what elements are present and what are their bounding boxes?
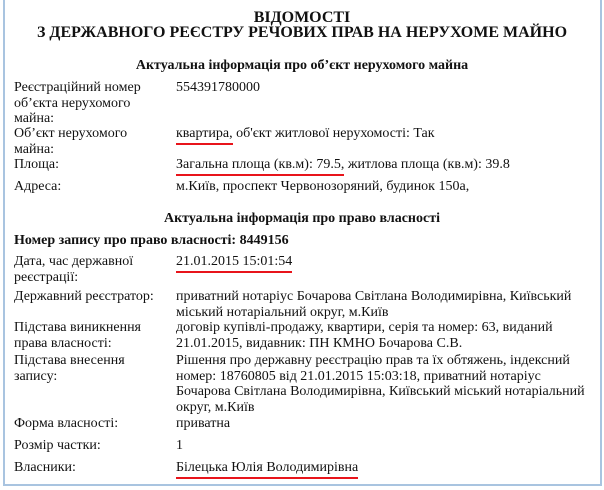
- date-value: [176, 254, 591, 270]
- registration-date: 21.01.2015 15:01:54: [176, 254, 292, 273]
- area-label: Площа:: [14, 157, 59, 172]
- entry-basis-value: Рішення про державну реєстрацію прав та їх обтяжень, індексний номер: 18760805 від 21.01.2015 15:03:18, приватний нотаріус Бочарова Світлана Володимирівна, Київський міський нотаріальний округ, м.Київ: [176, 353, 585, 415]
- object-section-heading: Актуальна інформація про об’єкт нерухомого майна: [135, 58, 469, 73]
- area-total: Загальна площа (кв.м): 79.5,: [176, 157, 344, 176]
- object-label: Об’єкт нерухомого майна:: [14, 126, 128, 157]
- form-label: Форма власності:: [14, 416, 119, 431]
- basis-label: Підстава виникнення права власності:: [14, 320, 141, 351]
- owners-label: Власники:: [14, 460, 76, 475]
- share-label: Розмір частки:: [14, 438, 101, 453]
- owners-value: [176, 460, 591, 476]
- reg-number-label: Реєстраційний номер об’єкта нерухомого майна:: [14, 80, 141, 126]
- share-value: 1: [176, 438, 183, 453]
- basis-value: договір купівлі-продажу, квартири, серія та номер: 63, виданий 21.01.2015, видавник: ПН КМНО Бочарова С.В.: [176, 320, 553, 351]
- area-value: [176, 157, 591, 173]
- object-value: [176, 126, 591, 142]
- date-label: Дата, час державної реєстрації:: [14, 254, 134, 285]
- area-rest: житлова площа (кв.м): 39.8: [344, 157, 510, 172]
- registrar-value: приватний нотаріус Бочарова Світлана Володимирівна, Київський міський нотаріальний округ, м.Київ: [176, 289, 572, 320]
- object-type: квартира,: [176, 126, 233, 145]
- record-number: Номер запису про право власності: 8449156: [14, 233, 289, 248]
- reg-number-value: 554391780000: [176, 80, 260, 95]
- registrar-label: Державний реєстратор:: [14, 289, 154, 304]
- owner-name: Білецька Юлія Володимирівна: [176, 460, 358, 479]
- address-value: м.Київ, проспект Червонозоряний, будинок 150а,: [176, 179, 470, 194]
- title-line-1: ВІДОМОСТІ: [253, 9, 351, 26]
- object-rest: об'єкт житлової нерухомості: Так: [232, 126, 435, 141]
- title-line-2: З ДЕРЖАВНОГО РЕЄСТРУ РЕЧОВИХ ПРАВ НА НЕРУХОМЕ МАЙНО: [36, 24, 568, 41]
- form-value: приватна: [176, 416, 231, 431]
- ownership-section-heading: Актуальна інформація про право власності: [164, 211, 440, 226]
- address-label: Адреса:: [14, 179, 62, 194]
- entry-basis-label: Підстава внесення запису:: [14, 353, 125, 384]
